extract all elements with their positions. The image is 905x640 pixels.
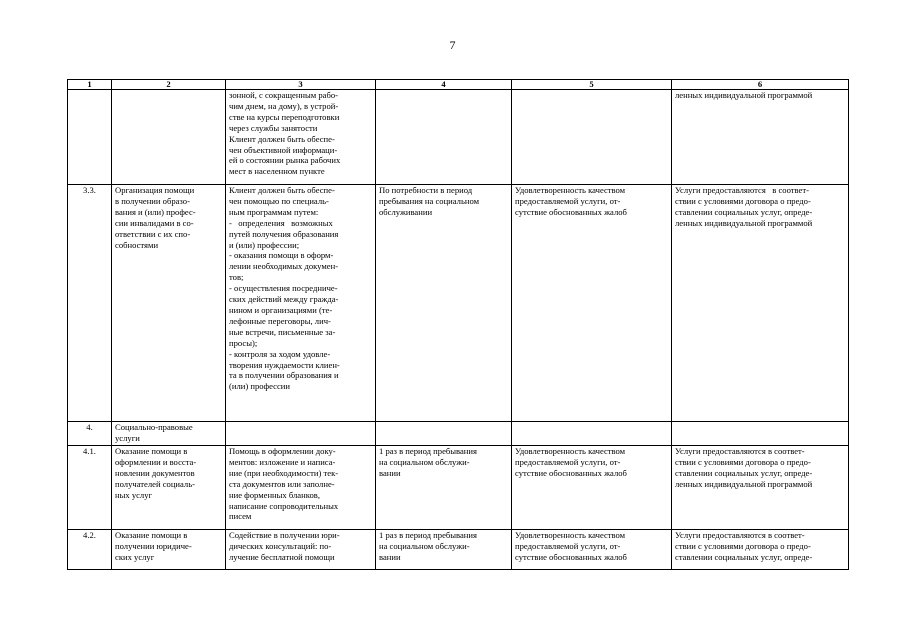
service-description-cell <box>226 422 376 446</box>
cell-text-line: сутствие обоснованных жалоб <box>515 551 627 562</box>
services-table <box>67 79 849 570</box>
cell-text-line: Услуги предоставляются в соответ- <box>675 446 805 456</box>
cell-text-line: ных услуг <box>115 489 153 500</box>
cell-text-line: ментов: изложение и написа- <box>229 456 336 467</box>
service-period-cell <box>376 422 512 446</box>
cell-text-line: ставлении социальных услуг, опреде- <box>675 206 813 217</box>
cell-text-line: пребывания на социальном <box>379 195 480 206</box>
cell-text-line: Оказание помощи в <box>115 446 188 456</box>
cell-text-line: получателей социаль- <box>115 478 195 489</box>
cell-text-line: оформлении и восста- <box>115 456 197 467</box>
cell-text-line: ленных индивидуальной программой <box>675 217 813 228</box>
cell-text-line: ствии с условиями договора о предо- <box>675 540 811 551</box>
cell-text-line: вания и (или) профес- <box>115 206 196 217</box>
service-period-cell <box>376 185 512 422</box>
service-name-cell <box>112 530 226 570</box>
cell-text-line: ставлении социальных услуг, опреде- <box>675 551 813 562</box>
cell-text-line: Клиент должен быть обеспе- <box>229 185 335 195</box>
cell-text-line: 1 раз в период пребывания <box>379 530 477 540</box>
cell-text-line: путей получения образования <box>229 228 339 239</box>
cell-text-line: Услуги предоставляются в соответ- <box>675 530 805 540</box>
cell-text-line: ленных индивидуальной программой <box>675 90 813 100</box>
quality-criteria-cell <box>512 90 672 185</box>
cell-text-line: вании <box>379 551 401 562</box>
cell-text-line: Клиент должен быть обеспе- <box>229 133 335 144</box>
cell-text-line: ние форменных бланков, <box>229 489 320 500</box>
column-header: 6 <box>672 80 849 90</box>
table-header-row <box>68 80 849 90</box>
table-row <box>68 446 849 530</box>
cell-text-line: ста документов или заполне- <box>229 478 335 489</box>
service-period-cell <box>376 530 512 570</box>
column-header: 5 <box>512 80 672 90</box>
column-header: 3 <box>226 80 376 90</box>
cell-text-line: чен объективной информаци- <box>229 144 338 155</box>
cell-text-line: чим днем, на дому), в устрой- <box>229 100 339 111</box>
table-row <box>68 90 849 185</box>
cell-text-line: на социальном обслужи- <box>379 540 470 551</box>
cell-text-line: лении необходимых докумен- <box>229 261 339 272</box>
cell-text-line: Оказание помощи в <box>115 530 188 540</box>
service-conditions-cell <box>672 90 849 185</box>
cell-text-line: ответствии с их спо- <box>115 228 191 239</box>
item-number-cell <box>68 90 112 185</box>
cell-text-line: лефонные переговоры, лич- <box>229 315 331 326</box>
service-description-cell <box>226 530 376 570</box>
cell-text-line: Удовлетворенность качеством <box>515 530 626 540</box>
service-period-cell <box>376 90 512 185</box>
cell-text-line: сутствие обоснованных жалоб <box>515 206 627 217</box>
cell-text-line: Организация помощи <box>115 185 195 195</box>
item-number-cell: 4.2. <box>68 530 112 570</box>
cell-text-line: По потребности в период <box>379 185 473 195</box>
cell-text-line: собностями <box>115 239 159 250</box>
cell-text-line: тов; <box>229 272 244 283</box>
cell-text-line: просы); <box>229 337 258 348</box>
cell-text-line: Содействие в получении юри- <box>229 530 340 540</box>
cell-text-line: стве на курсы переподготовки <box>229 111 340 122</box>
service-period-cell <box>376 446 512 530</box>
cell-text-line: услуги <box>115 432 140 443</box>
cell-text-line: - определения возможных <box>229 217 333 228</box>
item-number-cell: 4. <box>68 422 112 446</box>
cell-text-line: обслуживании <box>379 206 433 217</box>
cell-text-line: ленных индивидуальной программой <box>675 478 813 489</box>
cell-text-line: 1 раз в период пребывания <box>379 446 477 456</box>
cell-text-line: Удовлетворенность качеством <box>515 185 626 195</box>
cell-text-line: и (или) профессии; <box>229 239 300 250</box>
cell-text-line: Удовлетворенность качеством <box>515 446 626 456</box>
cell-text-line: в получении образо- <box>115 195 190 206</box>
cell-text-line: Социально-правовые <box>115 422 193 432</box>
table-row <box>68 530 849 570</box>
cell-text-line: ских действий между гражда- <box>229 294 339 305</box>
quality-criteria-cell <box>512 422 672 446</box>
cell-text-line: предоставляемой услуги, от- <box>515 195 621 206</box>
cell-text-line: мест в населенном пункте <box>229 166 325 177</box>
service-description-cell <box>226 446 376 530</box>
service-name-cell <box>112 90 226 185</box>
cell-text-line: предоставляемой услуги, от- <box>515 540 621 551</box>
cell-text-line: новлении документов <box>115 467 195 478</box>
cell-text-line: ей о состоянии рынка рабочих <box>229 155 341 166</box>
cell-text-line: - осуществления посредниче- <box>229 283 338 294</box>
cell-text-line: Услуги предоставляются в соответ- <box>675 185 809 195</box>
service-name-cell <box>112 422 226 446</box>
cell-text-line: зонной, с сокращенным рабо- <box>229 90 339 100</box>
cell-text-line: через службы занятости <box>229 122 318 133</box>
cell-text-line: получении юридиче- <box>115 540 192 551</box>
cell-text-line: ствии с условиями договора о предо- <box>675 456 811 467</box>
column-header: 1 <box>68 80 112 90</box>
service-conditions-cell <box>672 446 849 530</box>
service-description-cell <box>226 90 376 185</box>
service-conditions-cell <box>672 422 849 446</box>
cell-text-line: предоставляемой услуги, от- <box>515 456 621 467</box>
page-number: 7 <box>449 38 456 52</box>
cell-text-line: сии инвалидами в со- <box>115 217 194 228</box>
cell-text-line: ные встречи, письменные за- <box>229 326 336 337</box>
table-row <box>68 422 849 446</box>
cell-text-line: чен помощью по специаль- <box>229 195 329 206</box>
service-name-cell <box>112 446 226 530</box>
quality-criteria-cell <box>512 530 672 570</box>
cell-text-line: ние (при необходимости) тек- <box>229 467 339 478</box>
cell-text-line: на социальном обслужи- <box>379 456 470 467</box>
cell-text-line: лучение бесплатной помощи <box>229 551 335 562</box>
table-row <box>68 185 849 422</box>
item-number-cell: 4.1. <box>68 446 112 530</box>
cell-text-line: - оказания помощи в оформ- <box>229 250 334 261</box>
column-header: 2 <box>112 80 226 90</box>
cell-text-line: написание сопроводительных <box>229 500 339 511</box>
quality-criteria-cell <box>512 446 672 530</box>
service-name-cell <box>112 185 226 422</box>
service-description-cell <box>226 185 376 422</box>
cell-text-line: вании <box>379 467 401 478</box>
cell-text-line: нином и организациями (те- <box>229 304 333 315</box>
cell-text-line: сутствие обоснованных жалоб <box>515 467 627 478</box>
cell-text-line: Помощь в оформлении доку- <box>229 446 336 456</box>
cell-text-line: (или) профессии <box>229 381 290 392</box>
cell-text-line: ствии с условиями договора о предо- <box>675 195 811 206</box>
quality-criteria-cell <box>512 185 672 422</box>
cell-text-line: та в получении образования и <box>229 370 339 381</box>
cell-text-line: - контроля за ходом удовле- <box>229 348 331 359</box>
cell-text-line: ным программам путем: <box>229 206 319 217</box>
cell-text-line: писем <box>229 511 252 522</box>
service-conditions-cell <box>672 530 849 570</box>
column-header: 4 <box>376 80 512 90</box>
cell-text-line: ставлении социальных услуг, опреде- <box>675 467 813 478</box>
cell-text-line: ских услуг <box>115 551 155 562</box>
item-number-cell: 3.3. <box>68 185 112 422</box>
service-conditions-cell <box>672 185 849 422</box>
cell-text-line: творения нуждаемости клиен- <box>229 359 340 370</box>
cell-text-line: дических консультаций: по- <box>229 540 332 551</box>
